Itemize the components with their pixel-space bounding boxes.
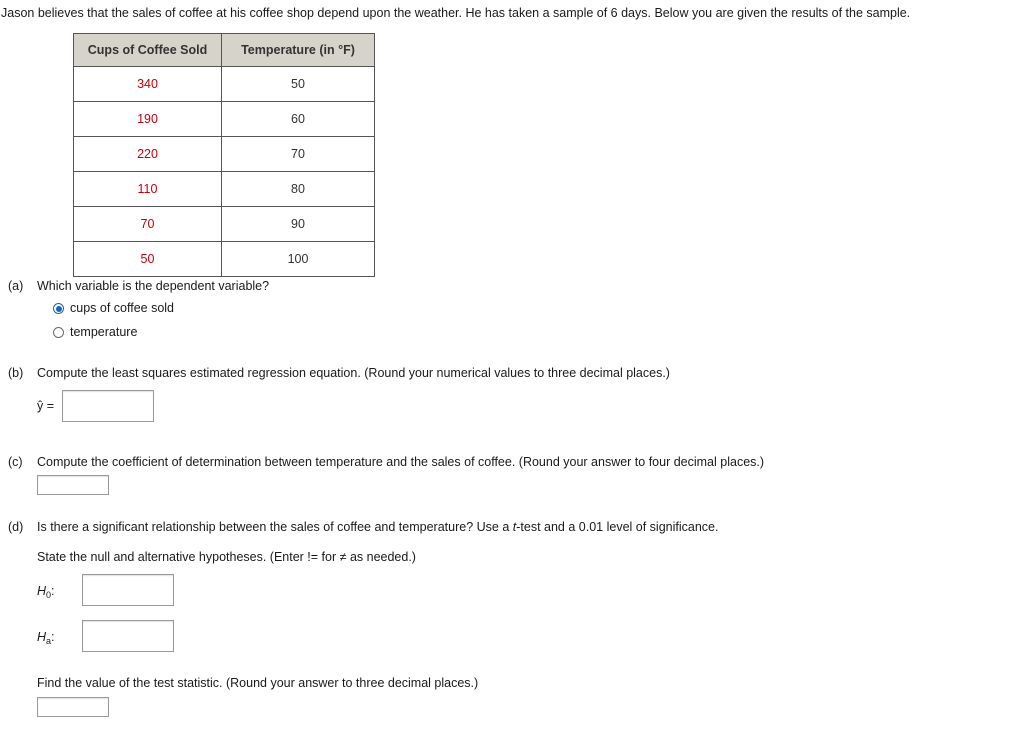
part-d-label: (d)	[8, 520, 24, 534]
cups-cell: 50	[74, 242, 222, 277]
regression-equation-input[interactable]	[62, 390, 154, 422]
column-header-temperature: Temperature (in °F)	[222, 34, 375, 67]
alternative-hypothesis-input[interactable]	[82, 620, 174, 652]
table-header-row	[74, 34, 375, 67]
t-symbol: t	[512, 520, 517, 534]
test-statistic-prompt: Find the value of the test statistic. (Round your answer to three decimal places.)	[37, 676, 479, 690]
hypotheses-instruction: State the null and alternative hypotheses. (Enter != for ≠ as needed.)	[37, 550, 416, 564]
column-header-cups: Cups of Coffee Sold	[74, 34, 222, 67]
part-c-question: Compute the coefficient of determination between temperature and the sales of coffee. (Round your answer to four decimal places.)	[37, 455, 765, 469]
problem-intro: Jason believes that the sales of coffee at his coffee shop depend upon the weather. He has taken a sample of 6 days. Below you are given the results of the sample.	[1, 6, 911, 20]
cups-cell: 220	[74, 137, 222, 172]
null-hypothesis-input[interactable]	[82, 574, 174, 606]
part-d-question-post: -test and a 0.01 level of significance.	[516, 520, 719, 534]
radio-option-temperature[interactable]	[53, 325, 137, 339]
radio-option-label: cups of coffee sold	[70, 301, 175, 315]
cups-cell: 110	[74, 172, 222, 207]
part-d-question-pre: Is there a significant relationship between the sales of coffee and temperature? Use a	[37, 520, 513, 534]
table-row	[74, 207, 375, 242]
radio-unselected-icon[interactable]	[53, 327, 64, 338]
temperature-cell: 100	[222, 242, 375, 277]
temperature-cell: 50	[222, 67, 375, 102]
ha-label: $H_a$:	[37, 630, 55, 646]
table-row	[74, 67, 375, 102]
table-row	[74, 172, 375, 207]
cups-cell: 70	[74, 207, 222, 242]
part-b-label: (b)	[8, 366, 24, 380]
table-row	[74, 242, 375, 277]
test-statistic-input[interactable]	[37, 697, 109, 717]
temperature-cell: 90	[222, 207, 375, 242]
temperature-cell: 60	[222, 102, 375, 137]
radio-option-label: temperature	[70, 325, 138, 339]
part-a-label: (a)	[8, 279, 24, 293]
coefficient-of-determination-input[interactable]	[37, 475, 109, 495]
yhat-label: ŷ =	[37, 399, 55, 413]
part-d-question	[37, 520, 718, 534]
cups-cell: 340	[74, 67, 222, 102]
part-b-question: Compute the least squares estimated regression equation. (Round your numerical values to three decimal places.)	[37, 366, 670, 380]
part-c-label: (c)	[8, 455, 23, 469]
radio-selected-icon[interactable]	[53, 303, 64, 314]
temperature-cell: 80	[222, 172, 375, 207]
table-row	[74, 102, 375, 137]
temperature-cell: 70	[222, 137, 375, 172]
h0-label: $H_0$:	[37, 584, 55, 600]
data-table	[73, 33, 375, 277]
table-row	[74, 137, 375, 172]
part-a-question: Which variable is the dependent variable?	[37, 279, 270, 293]
cups-cell: 190	[74, 102, 222, 137]
radio-option-cups[interactable]	[53, 301, 174, 315]
